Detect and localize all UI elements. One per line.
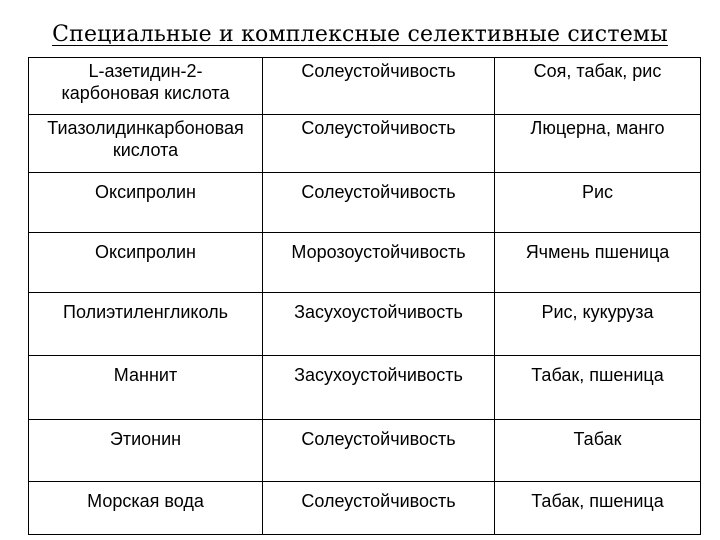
cell-text: Оксипролин <box>94 182 196 202</box>
cell-text: Солеустойчивость <box>301 118 456 138</box>
cell-text: Засухоустойчивость <box>294 302 463 322</box>
table-cell-crops <box>495 233 701 293</box>
table-row <box>29 173 701 233</box>
table-cell-crops <box>495 173 701 233</box>
cell-text: Этионин <box>109 429 182 449</box>
cell-text: Ячмень пшеница <box>525 242 670 262</box>
cell-text: Тиазолидинкарбоновая кислота <box>47 118 244 160</box>
cell-text: Солеустойчивость <box>301 61 456 81</box>
cell-text: Рис, кукуруза <box>541 302 654 322</box>
table-cell-trait <box>263 356 495 420</box>
cell-text: Маннит <box>113 365 178 385</box>
cell-text: Морозоустойчивость <box>291 242 466 262</box>
cell-text: Рис <box>581 182 614 202</box>
selective-systems-table <box>28 57 701 535</box>
cell-text: Соя, табак, рис <box>533 61 662 81</box>
cell-text: Засухоустойчивость <box>294 365 463 385</box>
table-cell-agent <box>29 482 263 535</box>
table-cell-crops <box>495 482 701 535</box>
cell-text: L-азетидин-2-карбоновая кислота <box>61 61 230 103</box>
table-cell-trait <box>263 115 495 173</box>
cell-text: Солеустойчивость <box>301 429 456 449</box>
table-cell-crops <box>495 293 701 356</box>
cell-text: Люцерна, манго <box>530 118 665 138</box>
table-row <box>29 293 701 356</box>
cell-text: Оксипролин <box>94 242 196 262</box>
table-cell-trait <box>263 420 495 482</box>
cell-text: Табак, пшеница <box>531 365 664 385</box>
table-cell-agent <box>29 173 263 233</box>
table-cell-crops <box>495 58 701 115</box>
table-cell-trait <box>263 293 495 356</box>
page-title: Специальные и комплексные селективные системы <box>52 22 668 47</box>
table-row <box>29 420 701 482</box>
cell-text: Табак <box>573 429 622 449</box>
table-cell-agent <box>29 293 263 356</box>
table-cell-trait <box>263 58 495 115</box>
table-cell-crops <box>495 356 701 420</box>
table-cell-agent <box>29 58 263 115</box>
cell-text: Солеустойчивость <box>301 182 456 202</box>
table-cell-crops <box>495 420 701 482</box>
table-row <box>29 482 701 535</box>
table-cell-agent <box>29 115 263 173</box>
table-cell-trait <box>263 173 495 233</box>
table-cell-agent <box>29 420 263 482</box>
table-cell-trait <box>263 482 495 535</box>
table-row <box>29 58 701 115</box>
cell-text: Морская вода <box>87 491 204 511</box>
table-row <box>29 115 701 173</box>
cell-text: Солеустойчивость <box>301 491 456 511</box>
cell-text: Полиэтиленгликоль <box>63 302 228 322</box>
table-row <box>29 233 701 293</box>
table-cell-agent <box>29 356 263 420</box>
table-row <box>29 356 701 420</box>
table-cell-trait <box>263 233 495 293</box>
table-cell-crops <box>495 115 701 173</box>
cell-text: Табак, пшеница <box>531 491 664 511</box>
table-cell-agent <box>29 233 263 293</box>
